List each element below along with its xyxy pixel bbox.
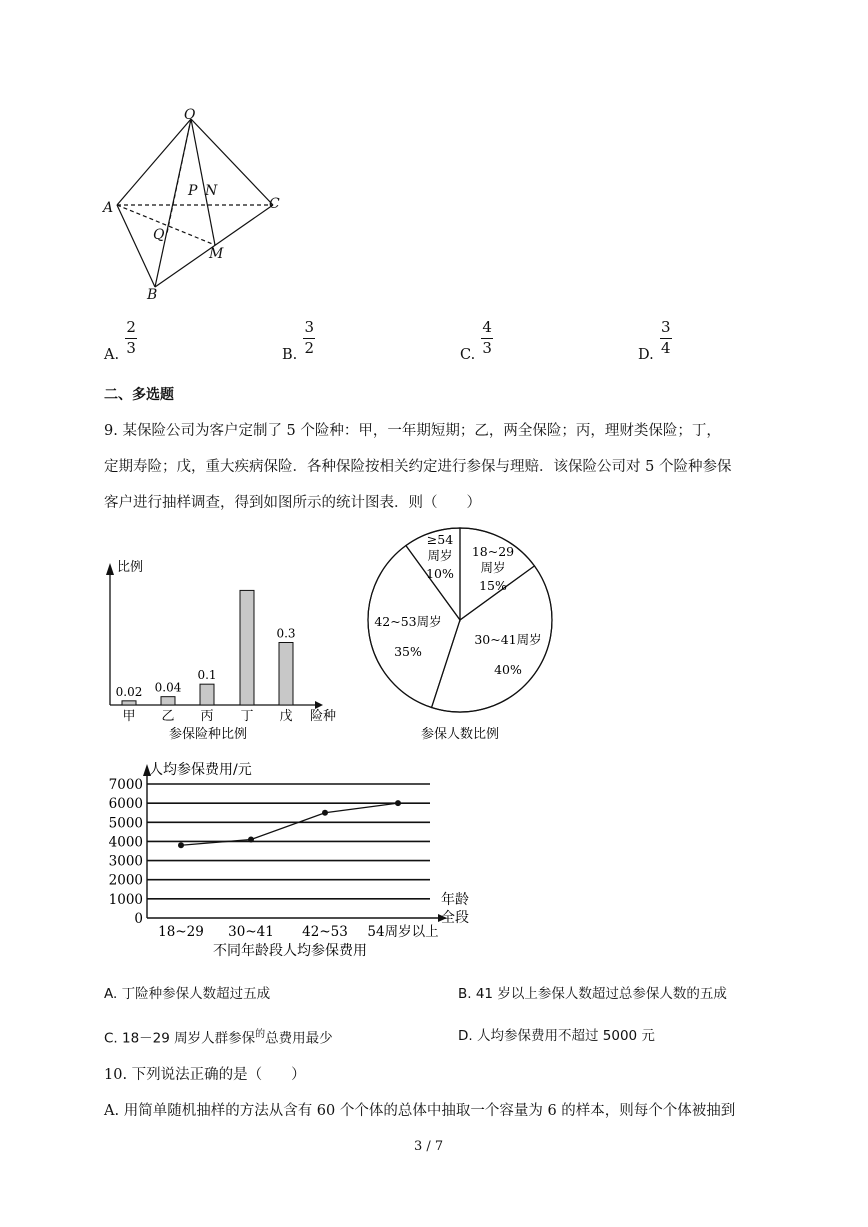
chart-title: 不同年龄段人均参保费用 <box>213 943 367 959</box>
data-label: 0.02 <box>115 684 143 699</box>
x-tick-label: 戊 <box>279 709 293 724</box>
y-tick-label: 7000 <box>108 777 143 793</box>
data-point <box>322 810 328 816</box>
option-a: A. $\frac{2}{3}$ <box>104 318 136 363</box>
data-point <box>178 842 184 848</box>
label-O: O <box>184 107 196 123</box>
fraction: $\frac{4}{3}$ <box>482 318 492 357</box>
x-tick-label: 丁 <box>240 709 254 724</box>
slice-percent: 10% <box>426 566 454 581</box>
label-N: N <box>205 183 218 199</box>
bar <box>240 590 254 705</box>
q9-option-b: B. 41 岁以上参保人数超过总参保人数的五成 <box>458 986 727 1002</box>
option-d: D. $\frac{3}{4}$ <box>638 318 671 363</box>
x-tick-label: 30~41 <box>228 924 274 940</box>
slice-percent: 40% <box>494 662 522 677</box>
slice-label: 周岁 <box>427 548 453 563</box>
x-tick-label: 18~29 <box>158 924 204 940</box>
slice-label: 30~41周岁 <box>474 632 542 647</box>
data-point <box>395 800 401 806</box>
y-tick-label: 6000 <box>108 796 143 813</box>
y-tick-label: 0 <box>134 911 143 927</box>
label-B: B <box>147 287 158 303</box>
y-tick-label: 5000 <box>108 815 143 832</box>
x-axis-label: 险种 <box>310 709 337 724</box>
fraction: $\frac{3}{2}$ <box>304 318 315 357</box>
bar <box>200 684 214 705</box>
tetrahedron-figure <box>95 105 295 305</box>
bar <box>279 643 293 706</box>
q10-option-a: A. 用简单随机抽样的方法从含有 60 个个体的总体中抽取一个容量为 6 的样本，则每个个体被抽到 <box>104 1103 736 1119</box>
slice-label: 周岁 <box>480 560 506 575</box>
slice-label: ≥54 <box>426 532 454 547</box>
label-Q: Q <box>153 227 165 243</box>
x-tick-label: 甲 <box>122 709 136 724</box>
q9-line-2: 定期寿险；戊，重大疾病保险．各种保险按相关约定进行参保与理赔．该保险公司对 5 个险种参保 <box>104 459 732 475</box>
y-tick-label: 1000 <box>108 891 143 908</box>
x-axis-label: 全段 <box>441 910 469 926</box>
data-label: 0.04 <box>154 680 182 695</box>
slice-label: 42~53周岁 <box>374 614 442 629</box>
x-tick-label: 54周岁以上 <box>367 924 439 940</box>
bar-chart <box>95 555 355 750</box>
chart-title: 参保险种比例 <box>169 727 248 742</box>
option-c: C. $\frac{4}{3}$ <box>460 318 492 363</box>
y-axis-label: 比例 <box>117 560 144 575</box>
x-axis-label: 年龄 <box>441 892 469 908</box>
q9-line-1: 9. 某保险公司为客户定制了 5 个险种：甲，一年期短期；乙，两全保险；丙，理财类保险；丁， <box>104 423 721 439</box>
slice-percent: 35% <box>394 644 422 659</box>
page-number: 3 / 7 <box>414 1139 444 1154</box>
q9-option-d: D. 人均参保费用不超过 5000 元 <box>458 1028 655 1044</box>
label-P: P <box>188 183 198 199</box>
series-line <box>181 803 398 845</box>
label-A: A <box>103 200 114 216</box>
pie-chart <box>360 522 570 752</box>
bar <box>161 697 175 705</box>
data-point <box>248 837 254 843</box>
slice-percent: 15% <box>479 578 507 593</box>
x-tick-label: 乙 <box>161 709 175 724</box>
x-tick-label: 丙 <box>200 709 214 724</box>
data-label: 0.3 <box>276 626 296 641</box>
bar <box>122 701 136 705</box>
section-heading: 二、多选题 <box>104 387 174 403</box>
y-tick-label: 3000 <box>108 853 143 870</box>
q9-option-c: C. 18－29 周岁人群参保$^的$总费用最少 <box>104 1029 333 1047</box>
fraction: $\frac{3}{4}$ <box>660 318 671 357</box>
label-M: M <box>209 246 224 262</box>
q10-stem: 10. 下列说法正确的是（ ） <box>104 1067 306 1083</box>
q9-line-3: 客户进行抽样调查，得到如图所示的统计图表．则（ ） <box>104 495 481 511</box>
x-tick-label: 42~53 <box>302 924 348 940</box>
fraction: $\frac{2}{3}$ <box>126 318 136 357</box>
label-C: C <box>269 196 280 212</box>
chart-title: 参保人数比例 <box>420 727 500 742</box>
line-chart <box>95 758 485 968</box>
y-tick-label: 2000 <box>108 872 143 889</box>
x-axis-arrow <box>315 701 323 709</box>
slice-label: 18~29 <box>471 544 515 559</box>
y-axis-label: 人均参保费用/元 <box>149 762 252 778</box>
data-label: 0.1 <box>197 668 217 683</box>
q9-option-a: A. 丁险种参保人数超过五成 <box>104 986 271 1002</box>
y-tick-label: 4000 <box>108 834 143 851</box>
y-axis-arrow <box>106 563 114 575</box>
option-b: B. $\frac{3}{2}$ <box>282 318 315 363</box>
